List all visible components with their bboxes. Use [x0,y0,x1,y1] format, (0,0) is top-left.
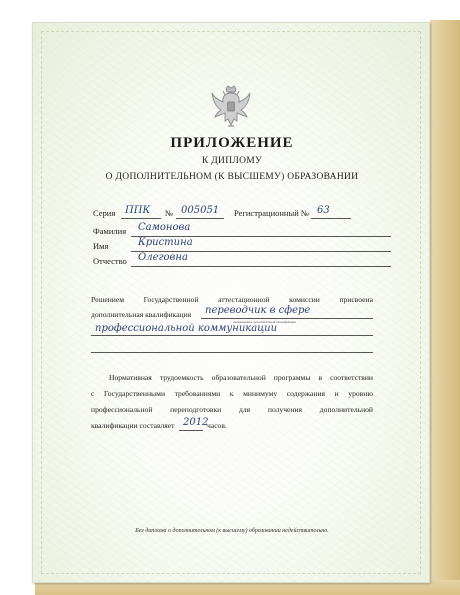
document-subtitle-line2: О ДОПОЛНИТЕЛЬНОМ (К ВЫСШЕМУ) ОБРАЗОВАНИИ [105,172,359,182]
qualification-value-line1: переводчик в сфере [205,305,311,316]
surname-value: Самонова [138,222,191,233]
qualification-value-line2: профессиональной коммуникации [95,323,278,334]
number-value: 005051 [181,205,220,216]
folder-edge [430,20,460,595]
series-value: ППК [125,205,151,216]
workload-line2: с Государственными требованиями к минимуму содержания и уровню [91,389,373,398]
patronymic-label: Отчество [93,256,127,266]
workload-line4-suffix: часов. [207,421,227,430]
workload-hours-underline [179,430,203,431]
validity-footer-note: Без диплома о дополнительном (к высшему) образовании недействительно. [135,528,329,534]
workload-hours-value: 2012 [183,417,209,428]
workload-line3: профессиональной переподготовки для получения дополнительной [91,405,373,414]
workload-line1: Нормативная трудоемкость образовательной программы в соответствии [109,373,373,382]
qualification-caption: наименование дополнительной квалификации [233,320,296,324]
number-underline [176,218,224,219]
document-subtitle-line1: К ДИПЛОМУ [201,156,263,166]
number-label: № [165,208,174,218]
registration-label: Регистрационный № [234,208,309,218]
qualification-line1: Решением Государственной аттестационной комиссии присвоена [91,295,373,304]
qualification-underline2 [91,335,373,336]
qualification-line2-prefix: дополнительная квалификация [91,310,192,319]
document-title: ПРИЛОЖЕНИЕ [170,135,294,151]
name-label: Имя [93,241,109,251]
series-underline [121,218,161,219]
patronymic-underline [131,266,391,267]
qualification-underline3 [91,352,373,353]
registration-value: 63 [317,205,330,216]
registration-underline [311,218,351,219]
patronymic-value: Олеговна [138,252,188,263]
russian-coat-of-arms-icon [211,85,251,129]
diploma-supplement-sheet [32,22,430,583]
series-label: Серия [93,208,116,218]
name-value: Кристина [138,237,193,248]
surname-label: Фамилия [93,226,127,236]
qualification-underline1 [201,318,373,319]
workload-line4-prefix: квалификации составляет [91,421,175,430]
